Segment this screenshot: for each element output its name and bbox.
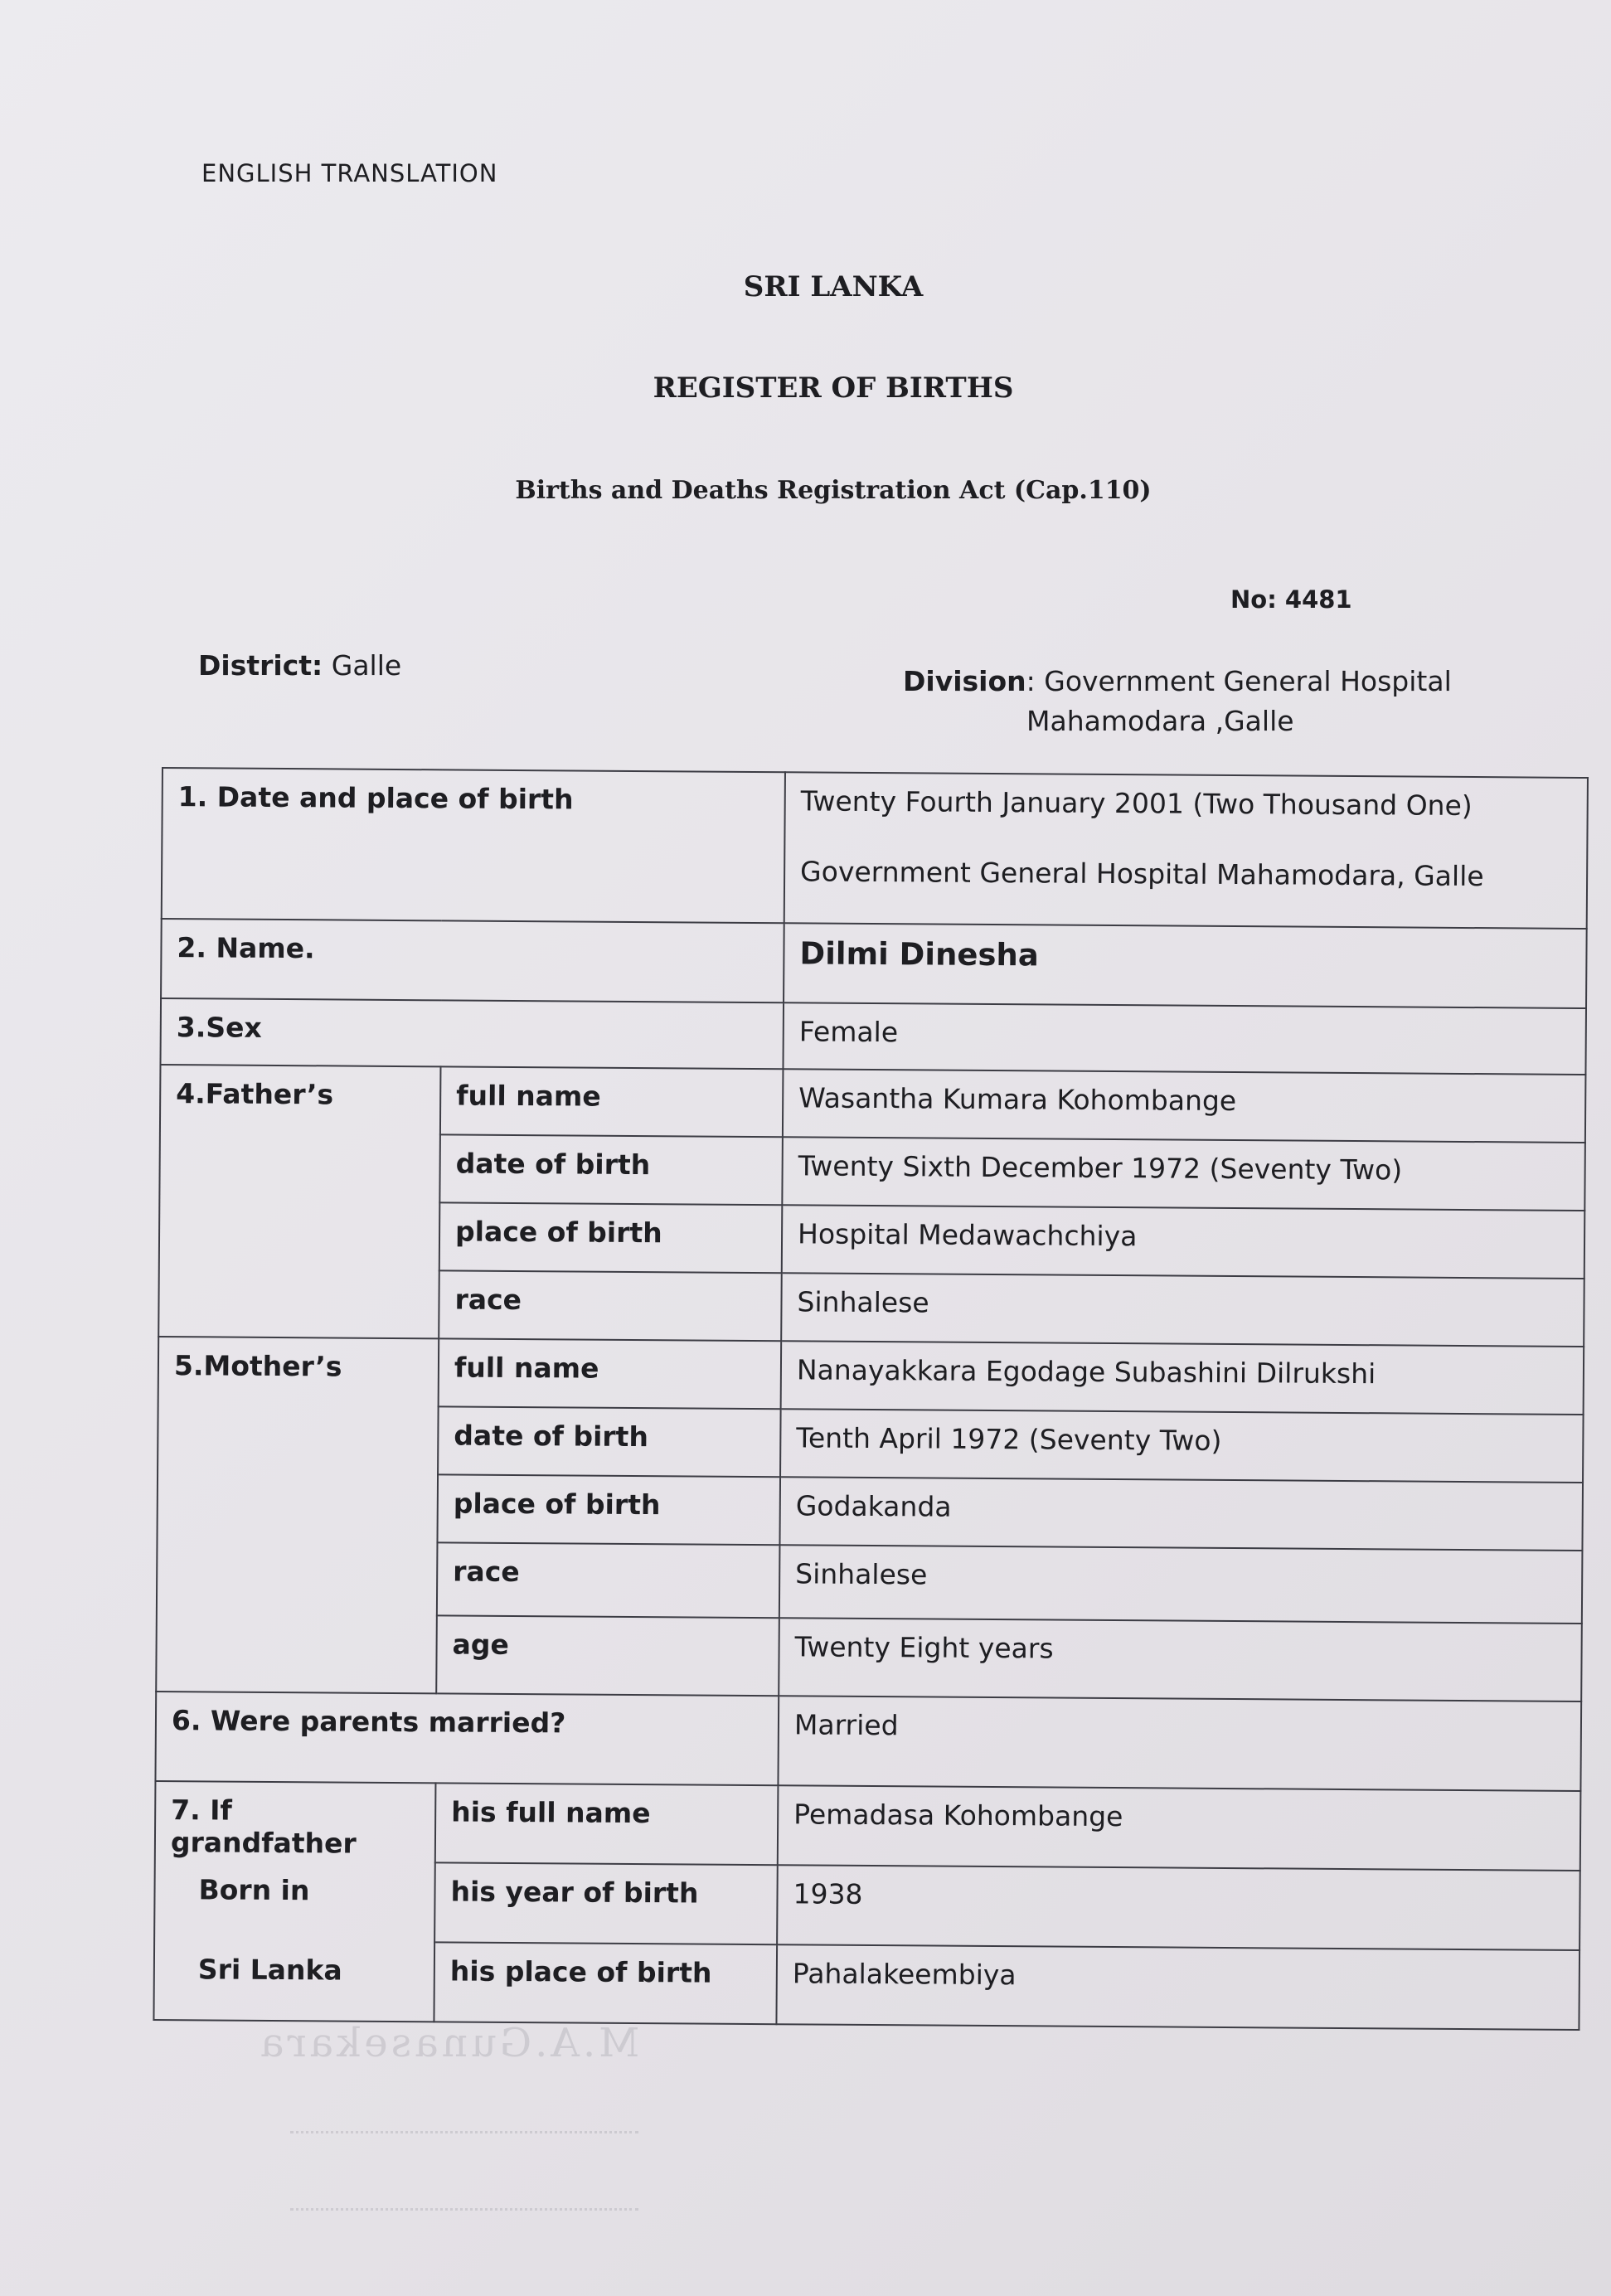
- division: [903, 662, 1452, 741]
- mother-value: Twenty Eight years: [779, 1618, 1582, 1701]
- mother-field: place of birth: [437, 1474, 780, 1545]
- name-value: Dilmi Dinesha: [784, 923, 1587, 1008]
- grandfather-row: [155, 1781, 1581, 1871]
- division-line1: : Government General Hospital: [1026, 665, 1452, 697]
- row-married: [155, 1692, 1581, 1791]
- country-title: SRI LANKA: [743, 270, 924, 303]
- grandfather-label-line1: 7. If grandfather: [170, 1794, 357, 1860]
- grandfather-value: Pahalakeembiya: [776, 1944, 1579, 2030]
- mother-row: [158, 1337, 1584, 1415]
- mother-value: Tenth April 1972 (Seventy Two): [780, 1409, 1584, 1483]
- grandfather-label-line2: Born in: [198, 1873, 310, 1907]
- father-value: Wasantha Kumara Kohombange: [783, 1069, 1586, 1143]
- father-value: Sinhalese: [781, 1273, 1584, 1347]
- row-birth: [162, 768, 1588, 929]
- married-value: Married: [778, 1696, 1581, 1791]
- father-row: [160, 1065, 1586, 1143]
- register-title: REGISTER OF BIRTHS: [653, 371, 1014, 405]
- division-label: Division: [903, 665, 1026, 697]
- married-label: 6. Were parents married?: [155, 1692, 779, 1785]
- sex-label: 3.Sex: [160, 998, 784, 1069]
- father-field: date of birth: [439, 1134, 783, 1205]
- stamp-name: M.A.Gunasekara: [257, 2020, 640, 2066]
- birth-label: 1. Date and place of birth: [162, 768, 785, 923]
- birth-register-table: [153, 767, 1589, 2031]
- father-value: Twenty Sixth December 1972 (Seventy Two): [782, 1137, 1585, 1211]
- mother-label: 5.Mother’s: [156, 1337, 439, 1693]
- district: [198, 649, 401, 682]
- name-label: 2. Name.: [161, 919, 784, 1002]
- sex-value: Female: [783, 1002, 1586, 1075]
- act-title: Births and Deaths Registration Act (Cap.110): [515, 476, 1152, 505]
- birth-value: [784, 772, 1588, 929]
- translation-label: ENGLISH TRANSLATION: [201, 159, 498, 187]
- district-label: District:: [198, 649, 323, 682]
- birth-date: Twenty Fourth January 2001 (Two Thousand One): [800, 784, 1473, 823]
- row-sex: [160, 998, 1586, 1075]
- mother-value: Nanayakkara Egodage Subashini Dilrukshi: [781, 1341, 1584, 1415]
- grandfather-field: his place of birth: [434, 1942, 777, 2024]
- father-value: Hospital Medawachchiya: [782, 1205, 1585, 1279]
- father-field: place of birth: [439, 1202, 783, 1273]
- grandfather-value: Pemadasa Kohombange: [778, 1785, 1581, 1871]
- mother-value: Godakanda: [779, 1477, 1583, 1551]
- grandfather-value: 1938: [777, 1865, 1580, 1950]
- grandfather-field: his year of birth: [434, 1862, 778, 1944]
- register-number: No: 4481: [1230, 585, 1352, 614]
- father-field: race: [439, 1270, 782, 1341]
- faded-stamp: [240, 2015, 705, 2230]
- row-name: [161, 919, 1587, 1008]
- mother-field: age: [436, 1615, 779, 1696]
- grandfather-field: his full name: [435, 1783, 779, 1865]
- district-value: Galle: [331, 649, 402, 682]
- mother-value: Sinhalese: [779, 1545, 1583, 1624]
- stamp-lines: [290, 2131, 638, 2211]
- father-field: full name: [440, 1066, 784, 1137]
- mother-field: date of birth: [438, 1406, 781, 1477]
- division-line2: Mahamodara ,Galle: [1026, 705, 1294, 737]
- mother-field: race: [437, 1542, 780, 1618]
- birth-place: Government General Hospital Mahamodara, Galle: [800, 855, 1484, 893]
- father-label: 4.Father’s: [158, 1065, 440, 1338]
- mother-field: full name: [439, 1338, 782, 1409]
- grandfather-label: [153, 1781, 435, 2022]
- grandfather-label-line3: Sri Lanka: [197, 1953, 342, 1987]
